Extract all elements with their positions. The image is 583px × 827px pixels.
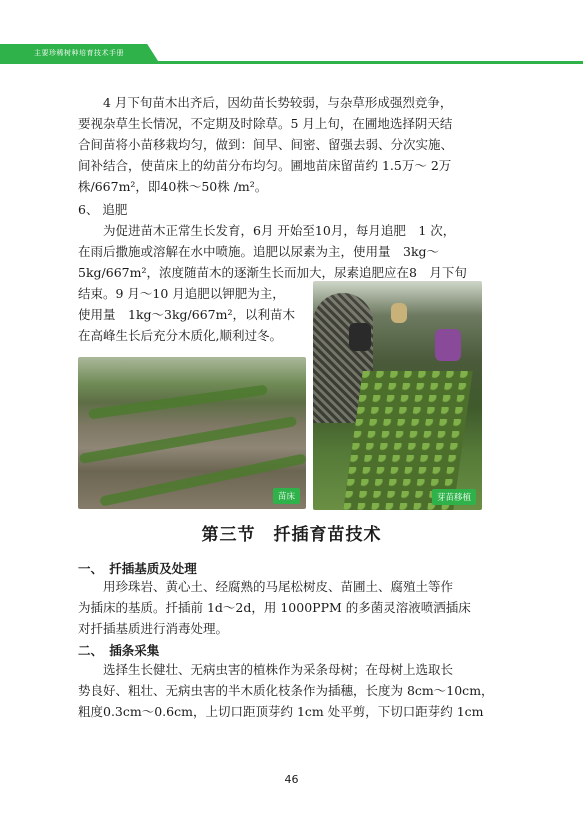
paragraph-line: 使用量 1kg～3kg/667m²，以利苗木	[78, 307, 295, 322]
worker-figure	[349, 323, 371, 351]
paragraph-line: 为插床的基质。扦插前 1d～2d，用 1000PPM 的多菌灵溶液喷洒插床	[78, 600, 471, 615]
paragraph-line: 合间苗将小苗移栽均匀，做到：间早、间密、留强去弱、分次实施、	[78, 137, 454, 152]
subsection-heading: 二、 插条采集	[78, 643, 160, 658]
paragraph-line: 粗度0.3cm～0.6cm，上切口距顶芽约 1cm 处平剪，下切口距芽约 1cm	[78, 704, 484, 719]
worker-figure	[435, 329, 461, 361]
page-number: 46	[284, 773, 299, 786]
paragraph-line: 在高峰生长后充分木质化,顺利过冬。	[78, 328, 282, 343]
paragraph-line: 势良好、粗壮、无病虫害的半木质化枝条作为插穗，长度为 8cm～10cm，	[78, 683, 494, 698]
paragraph-line: 选择生长健壮、无病虫害的植株作为采条母树；在母树上选取长	[103, 662, 454, 677]
paragraph-line: 在雨后撒施或溶解在水中喷施。追肥以尿素为主，使用量 3kg～	[78, 244, 440, 259]
header-title: 主要珍稀树种培育技术手册	[34, 49, 124, 57]
seedbed-photo	[78, 357, 306, 509]
paragraph-line: 株/667m²，即40株～50株 /m²。	[78, 179, 268, 194]
paragraph-line: 5kg/667m²，浓度随苗木的逐渐生长而加大，尿素追肥应在8 月下旬	[78, 265, 467, 280]
paragraph-line: 对扦插基质进行消毒处理。	[78, 621, 229, 636]
paragraph-line: 4 月下旬苗木出齐后，因幼苗长势较弱，与杂草形成强烈竞争，	[103, 95, 453, 110]
paragraph-line: 要视杂草生长情况，不定期及时除草。5 月上旬，在圃地选择阴天结	[78, 116, 453, 131]
header-rule	[0, 61, 583, 64]
photo-caption-seedbed: 苗床	[273, 488, 300, 504]
seedbed-row	[88, 385, 268, 420]
transplant-photo	[313, 281, 482, 510]
paragraph-line: 结束。9 月～10 月追肥以钾肥为主，	[78, 286, 285, 301]
photo-caption-transplant: 芽苗移植	[432, 489, 476, 505]
paragraph-line: 间补结合，使苗床上的幼苗分布均匀。圃地苗床留苗约 1.5万～ 2万	[78, 158, 452, 173]
paragraph-line: 为促进苗木正常生长发育，6月 开始至10月，每月追肥 1 次，	[103, 223, 456, 238]
seedbed-row	[79, 416, 297, 464]
section-title: 第三节 扦插育苗技术	[201, 525, 382, 545]
section-heading: 6、 追肥	[78, 202, 128, 217]
worker-figure	[391, 303, 407, 323]
paragraph-line: 用珍珠岩、黄心土、经腐熟的马尾松树皮、苗圃土、腐殖土等作	[103, 579, 454, 594]
subsection-heading: 一、 扦插基质及处理	[78, 561, 197, 576]
